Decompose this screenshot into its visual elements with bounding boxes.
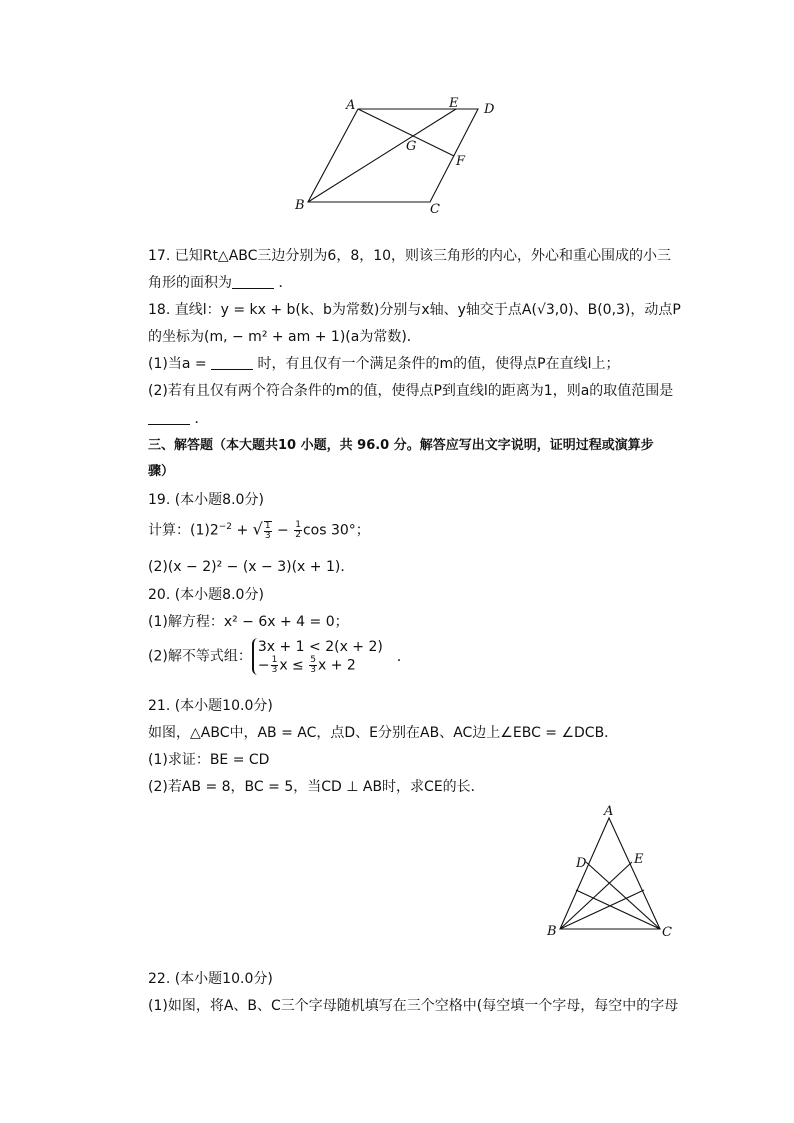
q19-frac-num: 1 (295, 520, 301, 531)
q19-exponent: −2 (218, 522, 233, 532)
q19-head: 19. (本小题8.0分) (148, 492, 264, 508)
q19-line2: (2)(x − 2)² − (x − 3)(x + 1)． (148, 559, 355, 575)
row2-frac1-den: 3 (271, 665, 278, 675)
section3-heading-line2: 骤） (148, 464, 175, 479)
label-d: D (484, 102, 495, 117)
row2-frac-1 (271, 656, 279, 675)
segment-cd (586, 862, 660, 929)
segment-be (308, 109, 456, 202)
system-row-2 (258, 656, 383, 675)
q18-line5-end: ． (190, 411, 209, 427)
q17-line2-text: 角形的面积为 (148, 275, 232, 291)
label-a: A (604, 804, 614, 819)
q19-line1-a: 计算：(1)2 (148, 522, 219, 539)
row2-frac2-den: 3 (310, 665, 316, 675)
q21-line2: (1)求证：BE = CD (148, 752, 270, 768)
q19-sqrt-fraction (264, 521, 272, 541)
q19-frac-den: 2 (295, 530, 301, 541)
section3-heading-line1: 三、解答题（本大题共10 小题，共 96.0 分。解答应写出文字说明，证明过程或演算步 (148, 438, 654, 453)
label-b: B (295, 198, 305, 213)
label-d: D (576, 856, 587, 871)
q22-line1: (1)如图，将A、B、C三个字母随机填写在三个空格中(每空填一个字母，每空中的字母 (148, 998, 679, 1014)
q21-line3: (2)若AB = 8，BC = 5，当CD ⊥ AB时，求CE的长． (148, 779, 485, 795)
triangle-figure (540, 800, 680, 945)
q18-line5 (148, 410, 208, 428)
q19-line1-d: cos 30°； (302, 522, 370, 539)
segment-bd-extra (560, 890, 644, 929)
row2-mid: x ≤ (279, 657, 309, 674)
q18-line4: (2)若有且仅有两个符合条件的m的值，使得点P到直线l的距离为1，则a的取值范围是 (148, 383, 674, 399)
label-e: E (449, 96, 459, 111)
q18-line1: 18. 直线l：y = kx + b(k、b为常数)分别与x轴、y轴交于点A(√3,0)、B(0,3)，动点P (148, 302, 681, 318)
row2-frac1-num: 1 (271, 655, 278, 665)
triangle-outline (560, 818, 660, 929)
q18-line3-text-b: 时，有且仅有一个满足条件的m的值，使得点P在直线l上； (253, 356, 620, 372)
q20-line2 (148, 638, 411, 675)
segment-be (560, 862, 632, 929)
q19-line1-c: − (272, 522, 294, 539)
row2-minus: − (257, 657, 270, 674)
parallelogram-figure (290, 92, 510, 217)
q17-line1: 17. 已知Rt△ABC三边分别为6，8，10，则该三角形的内心，外心和重心围成的小三 (148, 248, 672, 264)
q19-sqrt-num: 1 (264, 520, 271, 531)
q17-line2 (148, 274, 292, 292)
q18-line2: 的坐标为(m, − m² + am + 1)(a为常数)． (148, 329, 421, 345)
label-g: G (406, 139, 417, 154)
q22-head: 22. (本小题10.0分) (148, 971, 273, 987)
q19-fraction (294, 521, 302, 540)
q20-line1: (1)解方程：x² − 6x + 4 = 0； (148, 614, 349, 630)
q18-line3-text-a: (1)当a = (148, 356, 212, 372)
q20-head: 20. (本小题8.0分) (148, 587, 264, 603)
q19-line1-b: + (232, 522, 253, 539)
q18-line3 (148, 355, 619, 373)
q21-head: 21. (本小题10.0分) (148, 698, 273, 714)
label-b: B (547, 924, 557, 939)
q19-sqrt-den: 3 (264, 530, 271, 541)
label-e: E (634, 852, 644, 867)
q18-answer-blank-2 (148, 410, 190, 425)
label-c: C (662, 925, 672, 940)
q17-answer-blank (232, 274, 274, 289)
inequality-system (252, 638, 383, 675)
q20-line2-a: (2)解不等式组： (148, 648, 252, 665)
sqrt-sign-icon: √ (252, 519, 263, 539)
label-f: F (456, 154, 466, 169)
q19-line1 (148, 518, 370, 541)
q21-line1: 如图，△ABC中，AB = AC，点D、E分别在AB、AC边上∠EBC = ∠DCB． (148, 725, 619, 741)
row2-frac2-num: 5 (310, 655, 316, 665)
label-c: C (430, 202, 440, 217)
q20-line2-end: ． (396, 648, 411, 665)
row2-frac-2 (309, 656, 317, 675)
system-row-1: 3x + 1 < 2(x + 2) (257, 639, 383, 655)
q18-answer-blank-1 (211, 355, 253, 370)
label-a: A (346, 98, 356, 113)
row2-end: x + 2 (317, 657, 356, 674)
q17-line2-end: ． (274, 275, 293, 291)
segment-cd-extra (576, 890, 660, 929)
